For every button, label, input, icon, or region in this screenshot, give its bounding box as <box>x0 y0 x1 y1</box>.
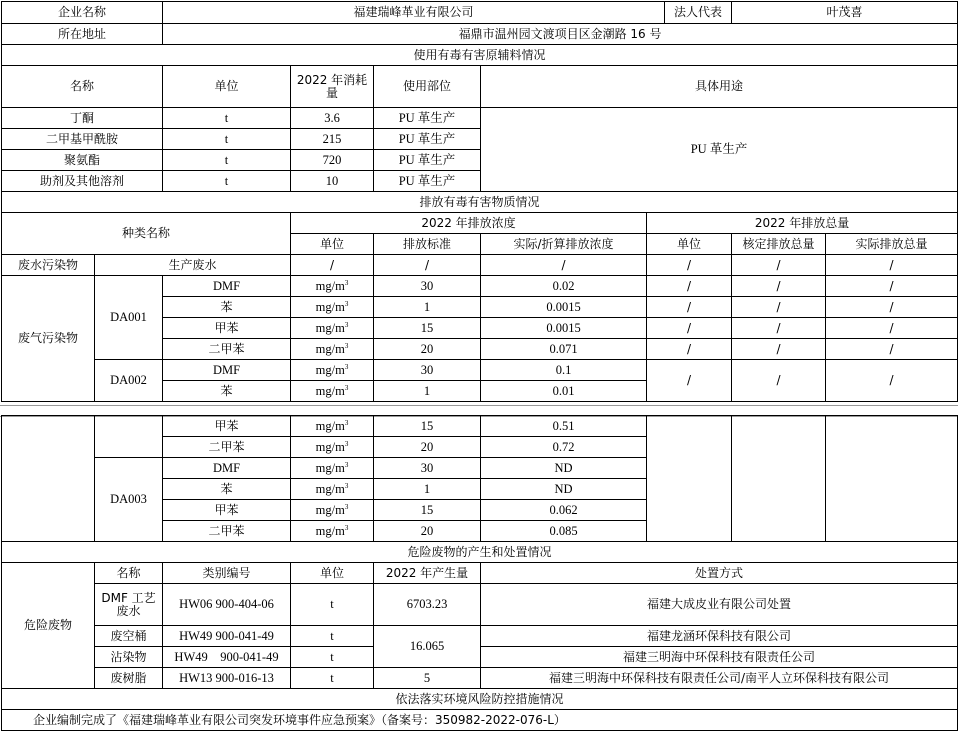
material-name: 丁酮 <box>2 108 163 129</box>
materials-header-name: 名称 <box>2 66 163 108</box>
actual-value: 0.1 <box>481 360 647 381</box>
waste-qty-shared: 16.065 <box>374 626 481 668</box>
hazardous-waste-label: 危险废物 <box>2 563 95 689</box>
waste-unit: t <box>291 584 374 626</box>
material-unit: t <box>163 108 291 129</box>
gas-pollutant-label: 废气污染物 <box>2 276 95 402</box>
legal-rep-label: 法人代表 <box>665 2 732 24</box>
standard-value: 20 <box>374 339 481 360</box>
material-qty: 215 <box>291 129 374 150</box>
unit-cell: $mg/m^3$ <box>291 297 374 318</box>
company-name-label: 企业名称 <box>2 2 163 24</box>
pollutant-name: 二甲苯 <box>163 339 291 360</box>
materials-header-usage: 具体用途 <box>481 66 958 108</box>
waste-disposal: 福建龙涵环保科技有限公司 <box>481 626 958 647</box>
emissions-type-header: 种类名称 <box>2 213 291 255</box>
unit-cell: $mg/m^3$ <box>291 521 374 542</box>
waste-code: HW13 900-016-13 <box>163 668 291 689</box>
waste-code: HW49 900-041-49 <box>163 647 291 668</box>
slash-cell: / <box>647 318 732 339</box>
waste-qty: 5 <box>374 668 481 689</box>
material-unit: t <box>163 150 291 171</box>
risk-content: 企业编制完成了《福建瑞峰革业有限公司突发环境事件应急预案》（备案号：350982-2022-076-L） <box>2 710 958 731</box>
standard-value: 20 <box>374 437 481 458</box>
pollutant-name: 甲苯 <box>163 500 291 521</box>
pollutant-name: DMF <box>163 360 291 381</box>
outlet-da002: DA002 <box>95 360 163 402</box>
material-unit: t <box>163 171 291 192</box>
waste-code: HW06 900-404-06 <box>163 584 291 626</box>
material-part: PU 革生产 <box>374 150 481 171</box>
waste-disposal: 福建大成皮业有限公司处置 <box>481 584 958 626</box>
slash-cell: / <box>826 255 958 276</box>
sub-header-standard: 排放标准 <box>374 234 481 255</box>
waste-name: DMF 工艺废水 <box>95 584 163 626</box>
unit-cell: $mg/m^3$ <box>291 360 374 381</box>
address-label: 所在地址 <box>2 24 163 45</box>
waste-name: 沾染物 <box>95 647 163 668</box>
hazardous-section-title: 危险废物的产生和处置情况 <box>2 542 958 563</box>
materials-header-part: 使用部位 <box>374 66 481 108</box>
slash-cell: / <box>374 255 481 276</box>
pollutant-name: DMF <box>163 458 291 479</box>
wastewater-name: 生产废水 <box>95 255 291 276</box>
materials-header-qty: 2022 年消耗量 <box>291 66 374 108</box>
actual-value: 0.062 <box>481 500 647 521</box>
pollutant-name: 苯 <box>163 297 291 318</box>
material-unit: t <box>163 129 291 150</box>
hazardous-header-disposal: 处置方式 <box>481 563 958 584</box>
waste-unit: t <box>291 647 374 668</box>
material-qty: 3.6 <box>291 108 374 129</box>
materials-section-title: 使用有毒有害原辅料情况 <box>2 45 958 66</box>
slash-cell: / <box>732 297 826 318</box>
slash-cell: / <box>826 297 958 318</box>
slash-cell: / <box>647 297 732 318</box>
waste-disposal: 福建三明海中环保科技有限责任公司 <box>481 647 958 668</box>
emissions-conc-header: 2022 年排放浓度 <box>291 213 647 234</box>
waste-disposal: 福建三明海中环保科技有限责任公司/南平人立环保科技有限公司 <box>481 668 958 689</box>
outlet-da002-cont <box>95 416 163 458</box>
waste-unit: t <box>291 668 374 689</box>
slash-cell: / <box>291 255 374 276</box>
actual-value: 0.0015 <box>481 297 647 318</box>
slash-cell: / <box>647 255 732 276</box>
hazardous-header-code: 类别编号 <box>163 563 291 584</box>
material-name: 二甲基甲酰胺 <box>2 129 163 150</box>
outlet-da003: DA003 <box>95 458 163 542</box>
sub-header-actual-total: 实际排放总量 <box>826 234 958 255</box>
slash-cell: / <box>732 339 826 360</box>
standard-value: 15 <box>374 318 481 339</box>
pollutant-name: 甲苯 <box>163 416 291 437</box>
sub-header-total-unit: 单位 <box>647 234 732 255</box>
blank-cell <box>647 416 732 542</box>
standard-value: 20 <box>374 521 481 542</box>
unit-cell: $mg/m^3$ <box>291 458 374 479</box>
actual-value: 0.071 <box>481 339 647 360</box>
sub-header-actual: 实际/折算排放浓度 <box>481 234 647 255</box>
slash-cell: / <box>732 360 826 402</box>
waste-code: HW49 900-041-49 <box>163 626 291 647</box>
standard-value: 15 <box>374 500 481 521</box>
slash-cell: / <box>647 339 732 360</box>
waste-name: 废树脂 <box>95 668 163 689</box>
actual-value: 0.72 <box>481 437 647 458</box>
pollutant-name: 苯 <box>163 381 291 402</box>
material-part: PU 革生产 <box>374 171 481 192</box>
material-part: PU 革生产 <box>374 108 481 129</box>
materials-header-unit: 单位 <box>163 66 291 108</box>
blank-cell <box>732 416 826 542</box>
info-table-top <box>1 1 958 402</box>
actual-value: 0.02 <box>481 276 647 297</box>
slash-cell: / <box>826 360 958 402</box>
info-table-bottom <box>1 415 958 731</box>
emissions-section-title: 排放有毒有害物质情况 <box>2 192 958 213</box>
material-qty: 720 <box>291 150 374 171</box>
unit-cell: $mg/m^3$ <box>291 500 374 521</box>
unit-cell: $mg/m^3$ <box>291 479 374 500</box>
actual-value: 0.0015 <box>481 318 647 339</box>
pollutant-name: 二甲苯 <box>163 437 291 458</box>
slash-cell: / <box>826 339 958 360</box>
hazardous-header-unit: 单位 <box>291 563 374 584</box>
blank-cell <box>826 416 958 542</box>
outlet-da001: DA001 <box>95 276 163 360</box>
pollutant-name: 二甲苯 <box>163 521 291 542</box>
standard-value: 15 <box>374 416 481 437</box>
slash-cell: / <box>732 276 826 297</box>
slash-cell: / <box>647 360 732 402</box>
hazardous-header-name: 名称 <box>95 563 163 584</box>
wastewater-label: 废水污染物 <box>2 255 95 276</box>
standard-value: 1 <box>374 297 481 318</box>
risk-section-title: 依法落实环境风险防控措施情况 <box>2 689 958 710</box>
actual-value: 0.01 <box>481 381 647 402</box>
unit-cell: $mg/m^3$ <box>291 416 374 437</box>
slash-cell: / <box>481 255 647 276</box>
emissions-total-header: 2022 年排放总量 <box>647 213 958 234</box>
company-name: 福建瑞峰革业有限公司 <box>163 2 665 24</box>
actual-value: ND <box>481 479 647 500</box>
standard-value: 1 <box>374 381 481 402</box>
material-name: 聚氨酯 <box>2 150 163 171</box>
unit-cell: $mg/m^3$ <box>291 318 374 339</box>
actual-value: 0.085 <box>481 521 647 542</box>
material-name: 助剂及其他溶剂 <box>2 171 163 192</box>
address: 福鼎市温州园文渡项目区金潮路 16 号 <box>163 24 958 45</box>
unit-cell: $mg/m^3$ <box>291 339 374 360</box>
standard-value: 1 <box>374 479 481 500</box>
standard-value: 30 <box>374 360 481 381</box>
standard-value: 30 <box>374 276 481 297</box>
slash-cell: / <box>732 255 826 276</box>
waste-unit: t <box>291 626 374 647</box>
waste-qty: 6703.23 <box>374 584 481 626</box>
hazardous-header-qty: 2022 年产生量 <box>374 563 481 584</box>
standard-value: 30 <box>374 458 481 479</box>
sub-header-unit: 单位 <box>291 234 374 255</box>
unit-cell: $mg/m^3$ <box>291 276 374 297</box>
material-qty: 10 <box>291 171 374 192</box>
pollutant-name: 甲苯 <box>163 318 291 339</box>
legal-rep: 叶茂喜 <box>732 2 958 24</box>
waste-name: 废空桶 <box>95 626 163 647</box>
actual-value: 0.51 <box>481 416 647 437</box>
gas-pollutant-label-cont <box>2 416 95 542</box>
pollutant-name: 苯 <box>163 479 291 500</box>
material-part: PU 革生产 <box>374 129 481 150</box>
sub-header-approved: 核定排放总量 <box>732 234 826 255</box>
material-usage: PU 革生产 <box>481 108 958 192</box>
slash-cell: / <box>826 276 958 297</box>
slash-cell: / <box>732 318 826 339</box>
actual-value: ND <box>481 458 647 479</box>
slash-cell: / <box>647 276 732 297</box>
pollutant-name: DMF <box>163 276 291 297</box>
slash-cell: / <box>826 318 958 339</box>
unit-cell: $mg/m^3$ <box>291 381 374 402</box>
unit-cell: $mg/m^3$ <box>291 437 374 458</box>
